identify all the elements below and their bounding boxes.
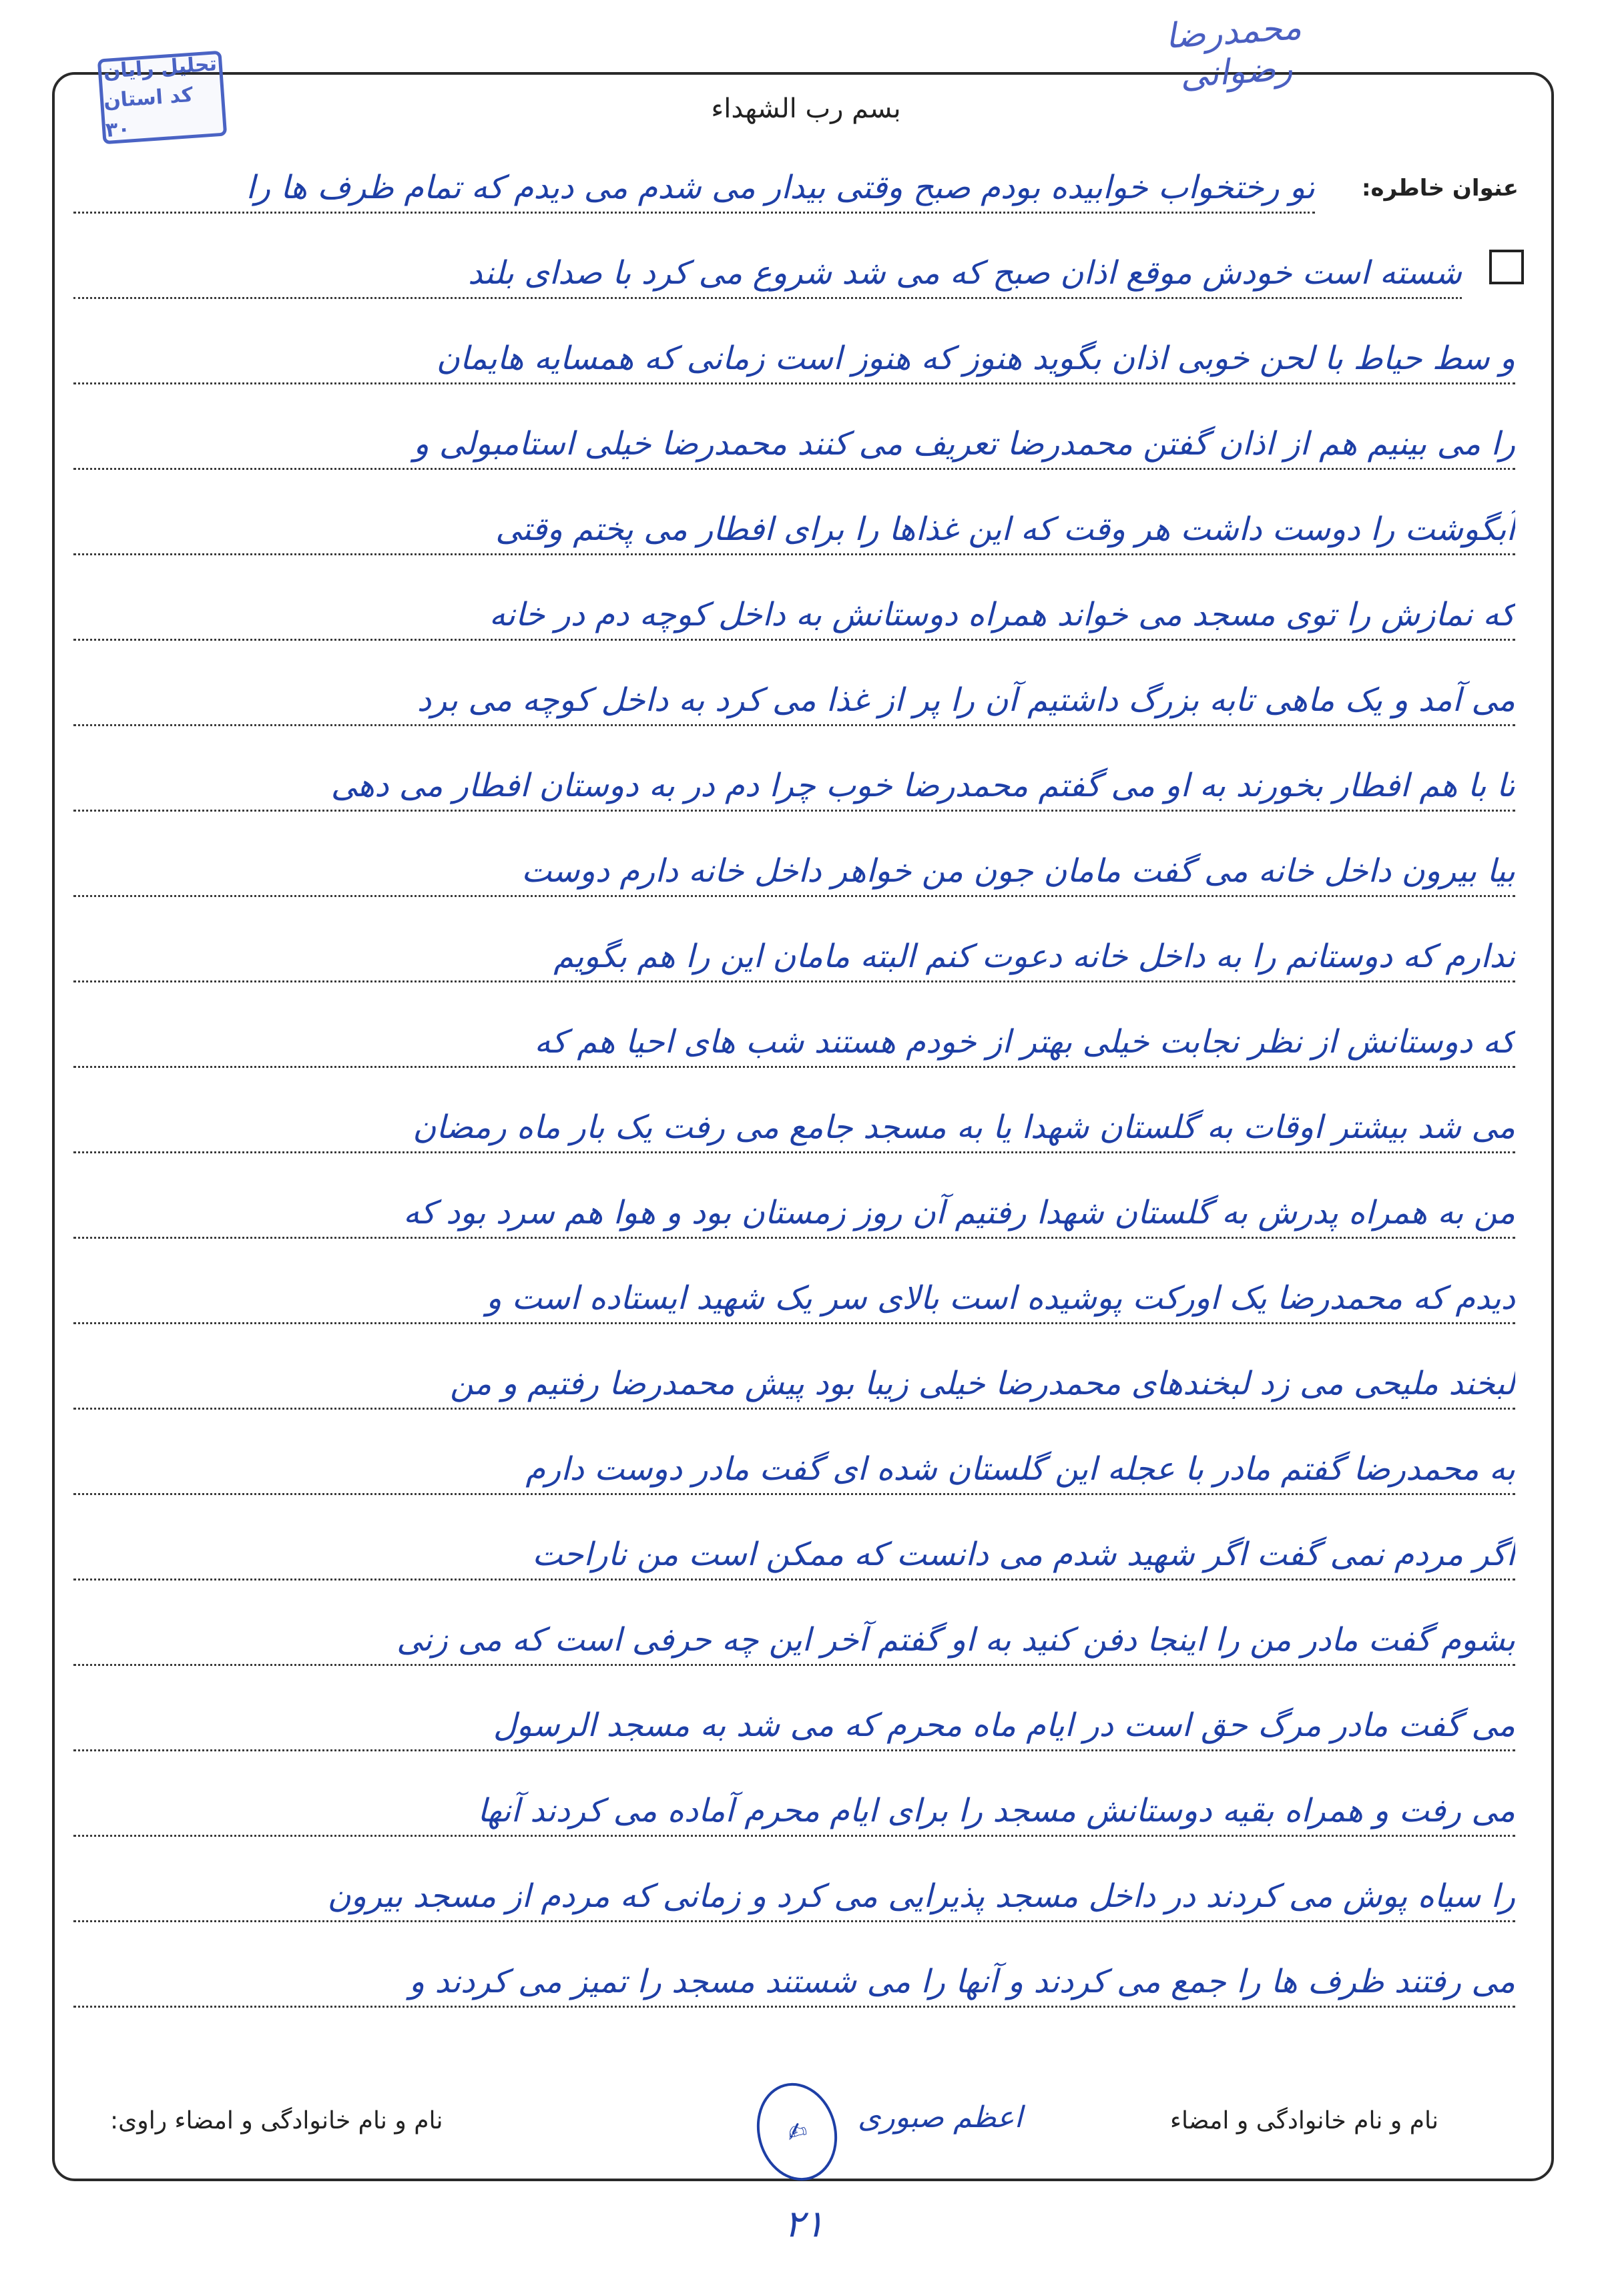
line-text: می آمد و یک ماهی تابه بزرگ داشتیم آن را پر از غذا می کرد به داخل کوچه می برد bbox=[417, 681, 1515, 719]
line-text: می رفت و همراه بقیه دوستانش مسجد را برای ایام محرم آماده می کردند آنها bbox=[477, 1792, 1515, 1829]
line-text: می رفتند ظرف ها را جمع می کردند و آنها را می شستند مسجد را تمیز می کردند و bbox=[409, 1963, 1515, 2000]
text-line bbox=[73, 1346, 1515, 1410]
text-line bbox=[73, 1260, 1515, 1324]
line-text: ندارم که دوستانم را به داخل خانه دعوت کنم البته مامان این را هم بگویم bbox=[553, 938, 1515, 975]
text-line bbox=[73, 320, 1515, 384]
line-text: بیا بیرون داخل خانه می گفت مامان جون من خواهر داخل خانه دارم دوست bbox=[521, 852, 1515, 890]
text-line bbox=[73, 1175, 1515, 1239]
text-line bbox=[73, 406, 1515, 470]
line-text: را می بینیم هم از اذان گفتن محمدرضا تعریف می کنند محمدرضا خیلی استامبولی و bbox=[413, 425, 1515, 463]
text-line bbox=[73, 1602, 1515, 1666]
text-line bbox=[73, 1516, 1515, 1581]
text-line bbox=[73, 662, 1515, 726]
line-text: دیدم که محمدرضا یک اورکت پوشیده است بالای سر یک شهید ایستاده است و bbox=[486, 1279, 1515, 1317]
line-text: تا با هم افطار بخورند به او می گفتم محمدرضا خوب چرا دم در به دوستان افطار می دهی bbox=[330, 767, 1515, 804]
page-title: بسم رب الشهداء bbox=[711, 93, 901, 124]
text-line bbox=[73, 833, 1515, 897]
line-text: که دوستانش از نظر نجابت خیلی بهتر از خودم هستند شب های احیا هم که bbox=[534, 1023, 1515, 1061]
text-line bbox=[73, 491, 1515, 555]
text-line bbox=[73, 1004, 1515, 1068]
line-text: آبگوشت را دوست داشت هر وقت که این غذاها را برای افطار می پختم وقتی bbox=[495, 511, 1515, 548]
text-line bbox=[73, 1431, 1515, 1495]
stamp-line-1: تحلیل رایان bbox=[102, 52, 218, 84]
text-line bbox=[73, 577, 1515, 641]
line-text: من به همراه پدرش به گلستان شهدا رفتیم آن روز زمستان بود و هوا هم سرد بود که bbox=[403, 1194, 1515, 1231]
text-line bbox=[73, 1687, 1515, 1751]
text-line bbox=[73, 1858, 1515, 1922]
page-number: ۲۱ bbox=[784, 2203, 825, 2246]
text-line bbox=[73, 918, 1515, 982]
narrator-signature-label: نام و نام خانوادگی و امضاء راوی: bbox=[110, 2107, 443, 2134]
line-text: بشوم گفت مادر من را اینجا دفن کنید به او گفتم آخر این چه حرفی است که می زنی bbox=[396, 1621, 1515, 1659]
line-text: لبخند ملیحی می زد لبخندهای محمدرضا خیلی زیبا بود پیش محمدرضا رفتیم و من bbox=[450, 1365, 1515, 1402]
line-text: به محمدرضا گفتم مادر با عجله این گلستان شده ای گفت مادر دوست دارم bbox=[525, 1450, 1515, 1488]
text-line bbox=[73, 1773, 1515, 1837]
text-line bbox=[73, 1944, 1515, 2008]
line-text: شسته است خودش موقع اذان صبح که می شد شروع می کرد با صدای بلند bbox=[468, 254, 1462, 292]
text-line bbox=[73, 1089, 1515, 1153]
stamp-line-2: کد استان ۳۰ bbox=[102, 83, 194, 142]
line-text: و سط حیاط با لحن خوبی اذان بگوید هنوز که هنوز است زمانی که همسایه هایمان bbox=[436, 340, 1515, 377]
line-text: را سیاه پوش می کردند در داخل مسجد پذیرایی می کرد و زمانی که مردم از مسجد بیرون bbox=[327, 1878, 1515, 1915]
text-line bbox=[73, 235, 1462, 299]
line-text: اگر مردم نمی گفت اگر شهید شدم می دانست که ممکن است من ناراحت bbox=[532, 1536, 1515, 1573]
line-text: می شد بیشتر اوقات به گلستان شهدا یا به مسجد جامع می رفت یک بار ماه رمضان bbox=[413, 1109, 1515, 1146]
line-text: که نمازش را توی مسجد می خواند همراه دوستانش به داخل کوچه دم در خانه bbox=[489, 596, 1515, 633]
memory-title-label: عنوان خاطره: bbox=[1361, 175, 1519, 202]
text-line bbox=[73, 150, 1315, 214]
writer-signature-label: نام و نام خانوادگی و امضاء bbox=[1170, 2107, 1438, 2134]
line-text: می گفت مادر مرگ حق است در ایام ماه محرم که می شد به مسجد الرسول bbox=[493, 1707, 1515, 1744]
line-text: تو رختخواب خوابیده بودم صبح وقتی بیدار می شدم می دیدم که تمام ظرف ها را bbox=[246, 169, 1315, 206]
signature-icon: ✍ bbox=[746, 2074, 848, 2189]
handwritten-name: محمدرضا رضوانی bbox=[1164, 7, 1303, 96]
writer-signature-value: اعظم صبوری bbox=[858, 2100, 1023, 2134]
text-line bbox=[73, 748, 1515, 812]
